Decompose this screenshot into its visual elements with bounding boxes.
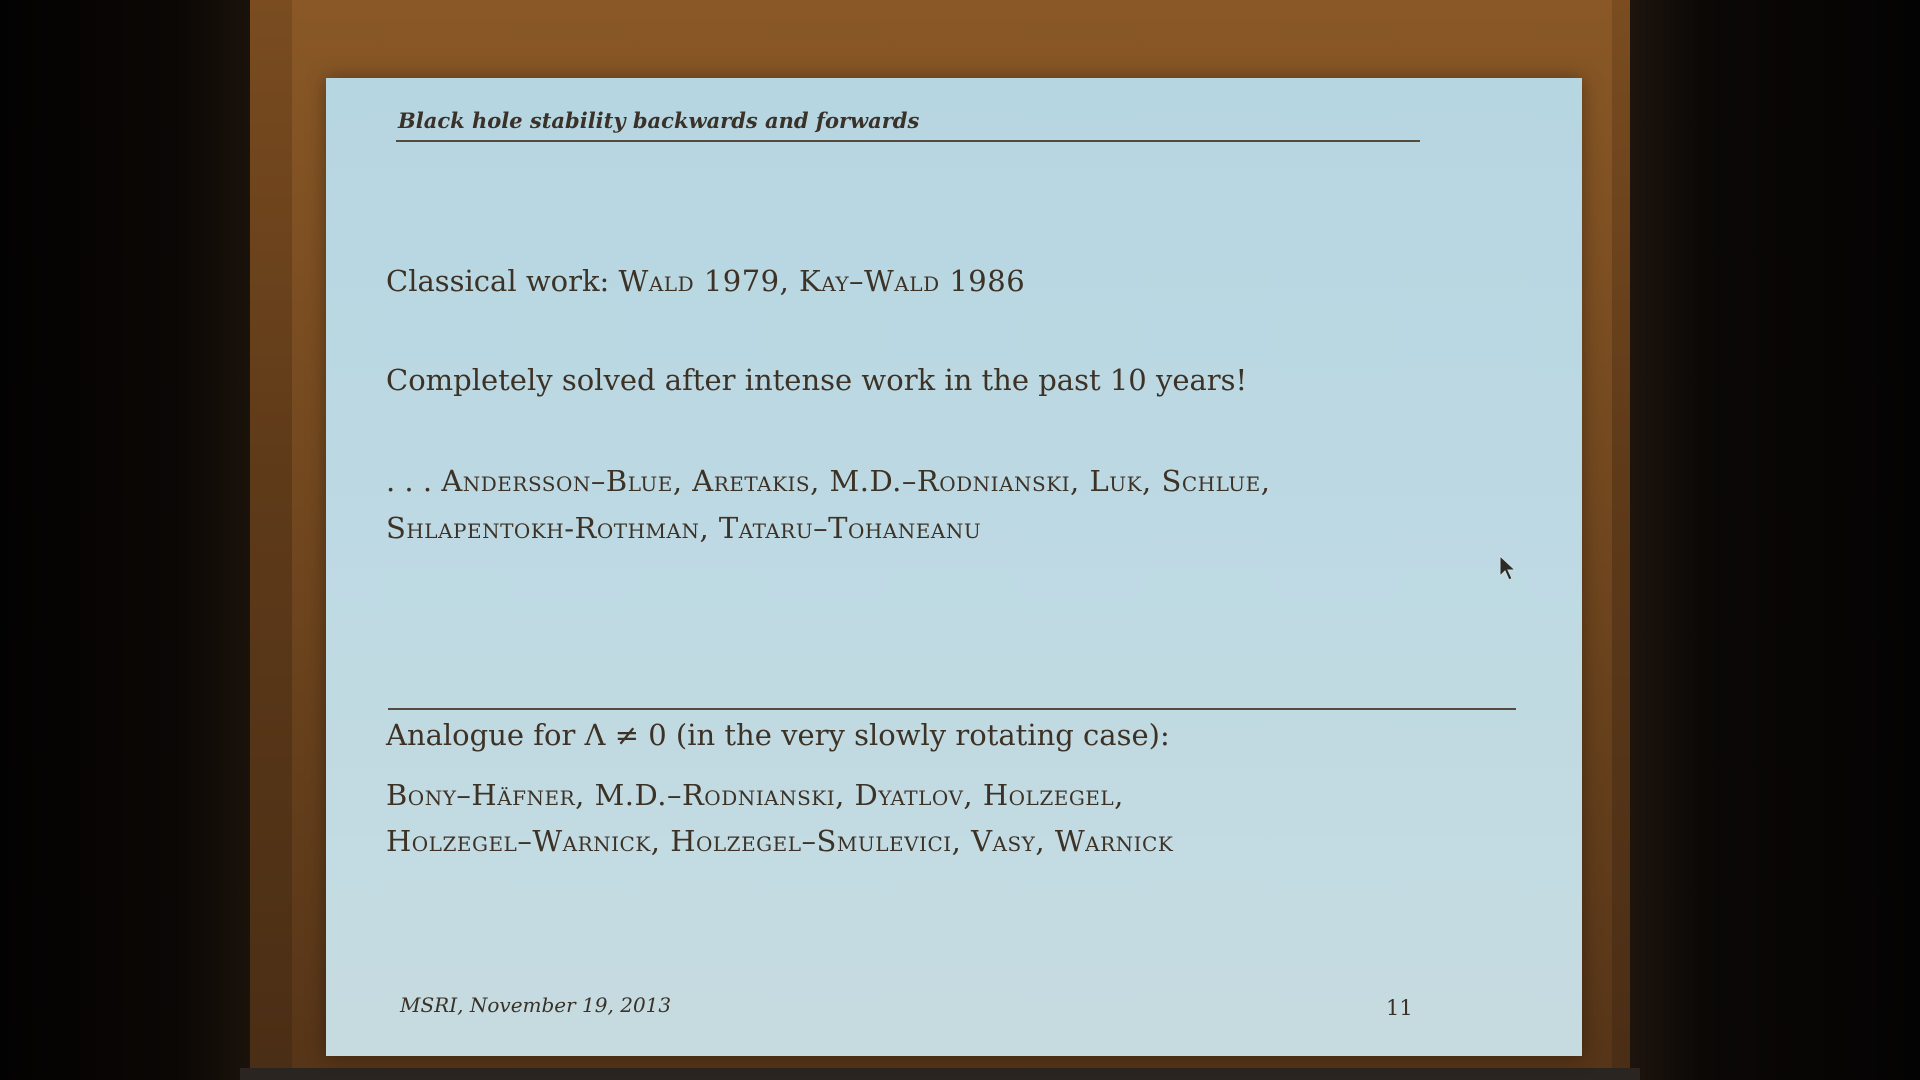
- authors-line-1: [386, 464, 1270, 499]
- classical-work-label: Classical work:: [386, 264, 619, 298]
- classical-work-line: [386, 264, 1025, 299]
- analogue-heading: Analogue for Λ ≠ 0 (in the very slowly rotating case):: [386, 718, 1170, 752]
- slide-header-title: Black hole stability backwards and forwards: [398, 108, 920, 133]
- slide-page-number: 11: [1386, 996, 1413, 1020]
- mouse-pointer-icon: [1498, 554, 1518, 582]
- dark-room-left: [0, 0, 250, 1080]
- presentation-slide: [326, 78, 1582, 1056]
- section-divider: [388, 708, 1516, 710]
- analogue-authors-line-2: Holzegel–Warnick, Holzegel–Smulevici, Vasy, Warnick: [386, 824, 1174, 858]
- header-rule: [396, 140, 1420, 142]
- authors-line-2: Shlapentokh-Rothman, Tataru–Tohaneanu: [386, 511, 982, 545]
- slide-footer: MSRI, November 19, 2013: [400, 993, 672, 1017]
- authors-ellipsis: . . .: [386, 464, 442, 498]
- authors-names-1: Andersson–Blue, Aretakis, M.D.–Rodnianski, Luk, Schlue,: [441, 464, 1271, 498]
- floor-strip: [240, 1068, 1640, 1080]
- classical-work-refs: Wald 1979, Kay–Wald 1986: [618, 264, 1026, 298]
- dark-room-right: [1630, 0, 1920, 1080]
- analogue-authors-line-1: Bony–Häfner, M.D.–Rodnianski, Dyatlov, Holzegel,: [386, 778, 1124, 812]
- solved-statement: Completely solved after intense work in the past 10 years!: [386, 363, 1248, 397]
